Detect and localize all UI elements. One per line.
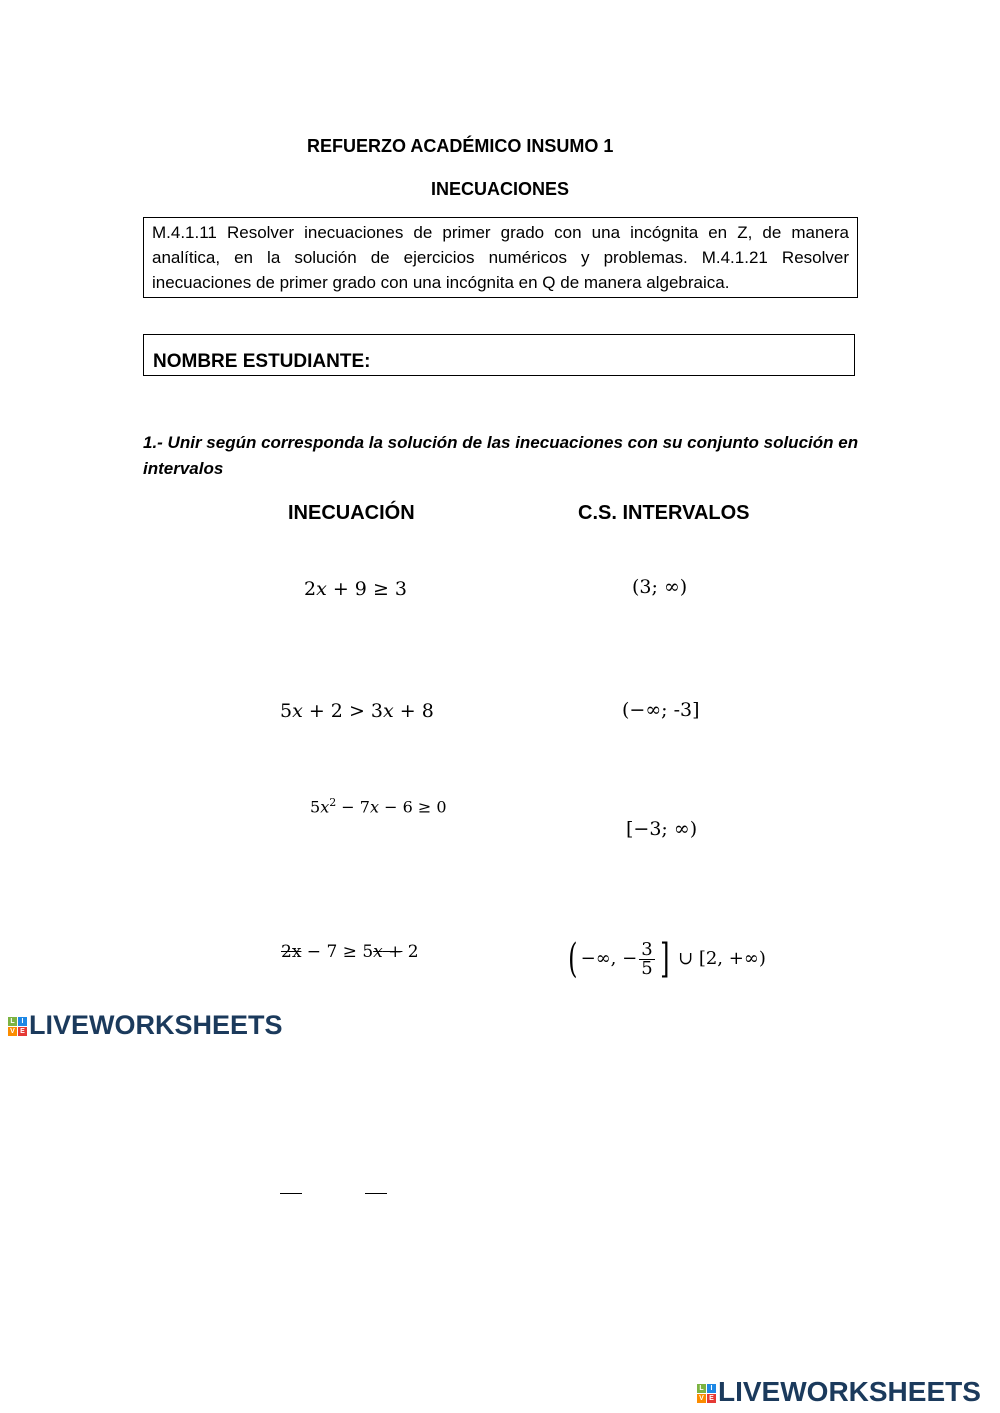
worksheet-subtitle: INECUACIONES	[431, 179, 570, 199]
fraction-denominator: 5	[641, 957, 653, 979]
liveworksheets-logo-footer	[697, 1376, 981, 1408]
liveworksheets-mark-icon: L I V E	[8, 1017, 27, 1036]
worksheet-title: REFUERZO ACADÉMICO INSUMO 1	[307, 136, 614, 156]
inequality-1[interactable]: 2x + 9 ≥ 3	[304, 578, 407, 600]
liveworksheets-brand: LIVEWORKSHEETS	[29, 1010, 283, 1040]
interval-4[interactable]	[565, 936, 766, 982]
interval-2[interactable]: (−∞; -3]	[622, 699, 700, 721]
liveworksheets-logo	[8, 1010, 283, 1041]
fraction-numerator: 3	[641, 938, 653, 960]
inequality-4[interactable]: 2x − 7 ≥ 5x + 2	[281, 942, 419, 962]
inequality-2[interactable]: 5x + 2 > 3x + 8	[280, 700, 434, 722]
interval-4-tail: ∪ [2, +∞)	[678, 948, 766, 969]
close-bracket: ]	[659, 936, 670, 982]
inequality-3[interactable]: $5x^2 - 7x - 6 \ge 0$	[310, 796, 447, 817]
student-name-label: NOMBRE ESTUDIANTE:	[153, 351, 371, 372]
interval-1[interactable]: (3; ∞)	[632, 576, 688, 598]
open-paren: (	[568, 936, 578, 982]
objective-box: M.4.1.11 Resolver inecuaciones de primer grado con una incógnita en Z, de manera analítica, en la solución de ejercicios numéricos y problemas. M.4.1.21 Resolver inecuaciones de primer grado con una incógnita en Q de manera algebraica.	[143, 217, 858, 298]
interval-4-open: −∞, −	[580, 948, 638, 969]
exercise-instruction: 1.- Unir según corresponda la solución de las inecuaciones con su conjunto solución en intervalos	[143, 433, 859, 478]
fraction	[639, 938, 654, 979]
liveworksheets-brand-footer: LIVEWORKSHEETS	[718, 1376, 981, 1407]
liveworksheets-mark-icon-footer: L I V E	[697, 1384, 716, 1403]
answer-dash-1	[280, 1193, 302, 1194]
student-name-box[interactable]	[143, 334, 855, 376]
answer-dash-2	[365, 1193, 387, 1194]
column-header-inequality: INECUACIÓN	[288, 502, 415, 524]
interval-3[interactable]: [−3; ∞)	[626, 818, 698, 840]
column-header-intervals: C.S. INTERVALOS	[578, 502, 750, 524]
